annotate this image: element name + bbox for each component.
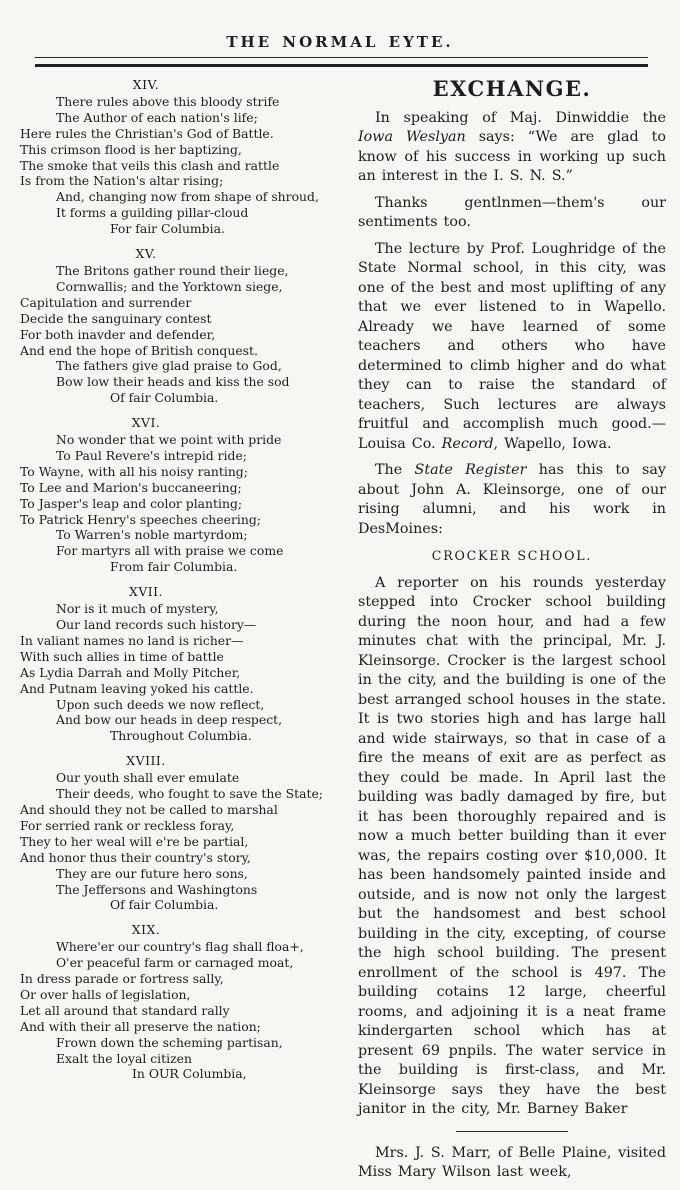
poem-line: Bow low their heads and kiss the sod: [56, 374, 290, 390]
poem-line: The Jeffersons and Washingtons: [56, 881, 258, 897]
paragraph-text: Mrs. J. S. Marr, of Belle Plaine, visited Miss Mary Wilson last week,: [358, 1144, 666, 1180]
stanza-number: XIV.: [132, 77, 160, 92]
poem-stanza: [20, 922, 332, 1082]
poem-line: Of fair Columbia.: [110, 390, 219, 406]
paragraph: [358, 240, 666, 455]
poem-line: From fair Columbia.: [110, 559, 238, 575]
poem-line: There rules above this bloody strife: [56, 93, 280, 109]
poem-line: And, changing now from shape of shroud,: [56, 189, 319, 205]
paragraph: [358, 1144, 666, 1183]
exchange-column: [332, 75, 666, 1190]
poem-line: And end the hope of British conquest.: [20, 342, 258, 358]
paragraph-text: The: [375, 462, 415, 478]
paragraph-divider: [456, 1131, 568, 1132]
poem-column: [20, 75, 332, 1190]
poem-line: Throughout Columbia.: [110, 728, 252, 744]
poem-line: In OUR Columbia,: [132, 1066, 247, 1082]
paragraph-text: Thanks gentlnmen—them's our sentiments too.: [358, 194, 666, 230]
poem-line: Of fair Columbia.: [110, 897, 219, 913]
poem-line: Upon such deeds we now reflect,: [56, 696, 265, 712]
paragraph-text: A reporter on his rounds yesterday stepped into Crocker school building during the noon hour, and had a few minutes chat with the principal, Mr. J. Kleinsorge. Crocker is the largest school in the city, and the building is one of the best arranged school houses in the state. It is two stories high and has large hall and wide stairways, so that in case of a fire the means of exit are as perfect as they could be made. In April last the building was badly damaged by fire, but it has been thoroughly repaired and is now a much better building than it ever was, the repairs costing over $10,000. It has been handsomely painted inside and outside, and is now not only the largest but the handsomest and best school building in the city, excepting, of course the high school building. The present enrollment of the school is 497. The building cotains 12 large, cheerful rooms, and adjoining it is a neat frame kindergarten school which has at present 69 pnpils. The water service in the building is first-class, and Mr. Kleinsorge says they have the best janitor in the city, Mr. Barney Baker: [358, 574, 666, 1117]
poem-line: For martyrs all with praise we come: [56, 543, 284, 559]
poem-line: Exalt the loyal citizen: [56, 1050, 192, 1066]
paragraph-text: , Wapello, Iowa.: [493, 435, 612, 452]
stanza-number: XVII.: [129, 584, 163, 600]
poem-line: The Author of each nation's life;: [56, 109, 258, 125]
poem-line: Frown down the scheming partisan,: [56, 1034, 283, 1050]
publication-name: Record: [441, 435, 494, 452]
paragraph-text: has this to say about John A. Kleinsorge, one of our rising alumni, and his work in DesMoines:: [358, 462, 666, 537]
poem-line: And honor thus their country's story,: [20, 849, 251, 865]
poem-line: As Lydia Darrah and Molly Pitcher,: [20, 664, 241, 680]
poem-line: Here rules the Christian's God of Battle.: [20, 125, 274, 141]
paragraph: [358, 574, 666, 1120]
poem-line: The smoke that veils this clash and rattle: [20, 157, 280, 173]
paragraph-text: In speaking of Maj. Dinwiddie the: [375, 109, 666, 126]
paragraph: [358, 194, 666, 233]
poem-line: And with their all preserve the nation;: [20, 1018, 261, 1034]
poem-line: And Putnam leaving yoked his cattle.: [20, 680, 254, 696]
poem-stanza: [20, 584, 332, 744]
exchange-blocks: [358, 109, 666, 1183]
poem-stanza: [20, 753, 332, 913]
poem-stanza: [20, 415, 332, 575]
paragraph: [358, 109, 666, 187]
poem-line: For fair Columbia.: [110, 221, 225, 237]
article-subheading: CROCKER SCHOOL.: [431, 548, 593, 563]
stanza-number: XV.: [135, 246, 157, 262]
poem-line: To Lee and Marion's buccaneering;: [20, 479, 242, 495]
poem-line: In valiant names no land is richer—: [20, 632, 244, 648]
poem-line: To Wayne, with all his noisy ranting;: [20, 463, 248, 479]
poem-line: This crimson flood is her baptizing,: [20, 141, 242, 157]
poem-line: To Warren's noble martyrdom;: [56, 527, 248, 543]
poem-line: Or over halls of legislation,: [20, 986, 191, 1002]
poem-line: To Patrick Henry's speeches cheering;: [20, 511, 261, 527]
poem-line: For both inavder and defender,: [20, 326, 216, 342]
stanza-number: XIX.: [131, 922, 161, 938]
poem-line: In dress parade or fortress sally,: [20, 971, 224, 987]
poem-line: The fathers give glad praise to God,: [56, 358, 282, 374]
poem-line: They are our future hero sons,: [56, 865, 248, 881]
stanza-number: XVI.: [131, 415, 161, 431]
poem-stanza: [20, 246, 332, 406]
poem-line: It forms a guilding pillar-cloud: [56, 205, 249, 221]
exchange-section-title: EXCHANGE.: [432, 76, 592, 101]
poem-line: Our land records such history—: [56, 617, 257, 632]
poem-line: Let all around that standard rally: [20, 1002, 230, 1018]
paragraph: [358, 461, 666, 539]
poem-line: They to her weal will e're be partial,: [20, 833, 249, 849]
poem-line: And bow our heads in deep respect,: [56, 712, 283, 728]
poem-line: To Jasper's leap and color planting;: [20, 495, 243, 511]
poem-line: To Paul Revere's intrepid ride;: [56, 447, 247, 463]
poem-line: Nor is it much of mystery,: [56, 601, 219, 617]
page-columns: [0, 67, 680, 1190]
poem-stanza: [20, 77, 332, 237]
poem-line: Cornwallis; and the Yorktown siege,: [56, 278, 283, 294]
poem-line: For serried rank or reckless foray,: [20, 817, 235, 833]
poem-line: No wonder that we point with pride: [56, 432, 282, 448]
publication-name: State Register: [414, 462, 527, 478]
stanza-number: XVIII.: [126, 753, 166, 769]
poem-line: Capitulation and surrender: [20, 294, 192, 310]
masthead-rule: [35, 57, 648, 67]
poem-line: Our youth shall ever emulate: [56, 770, 240, 786]
publication-name: Iowa Weslyan: [358, 129, 466, 145]
poem-line: O'er peaceful farm or carnaged moat,: [56, 955, 294, 971]
poem-line: And should they not be called to marshal: [20, 801, 278, 817]
poem-line: Decide the sanguinary contest: [20, 310, 212, 326]
paragraph-text: says: “We are glad to know of his success in working up such an interest in the I. S. N. S.”: [358, 129, 666, 184]
poem-line: Where'er our country's flag shall floa+,: [56, 939, 304, 955]
poem-line: Their deeds, who fought to save the State;: [56, 786, 323, 802]
poem-line: With such allies in time of battle: [20, 648, 224, 664]
paragraph-text: The lecture by Prof. Loughridge of the State Normal school, in this city, was one of the best and most uplifting of any that we ever listened to in Wapello. Already we have learned of some teachers and others who have determined to climb higher and do what they can to raise the standard of teachers, Such lectures are always fruitful and accomplish much good.—Louisa Co.: [358, 240, 666, 452]
poem-line: The Britons gather round their liege,: [56, 262, 289, 278]
poem-line: Is from the Nation's altar rising;: [20, 173, 224, 189]
masthead-title: THE NORMAL EYTE.: [226, 33, 454, 51]
